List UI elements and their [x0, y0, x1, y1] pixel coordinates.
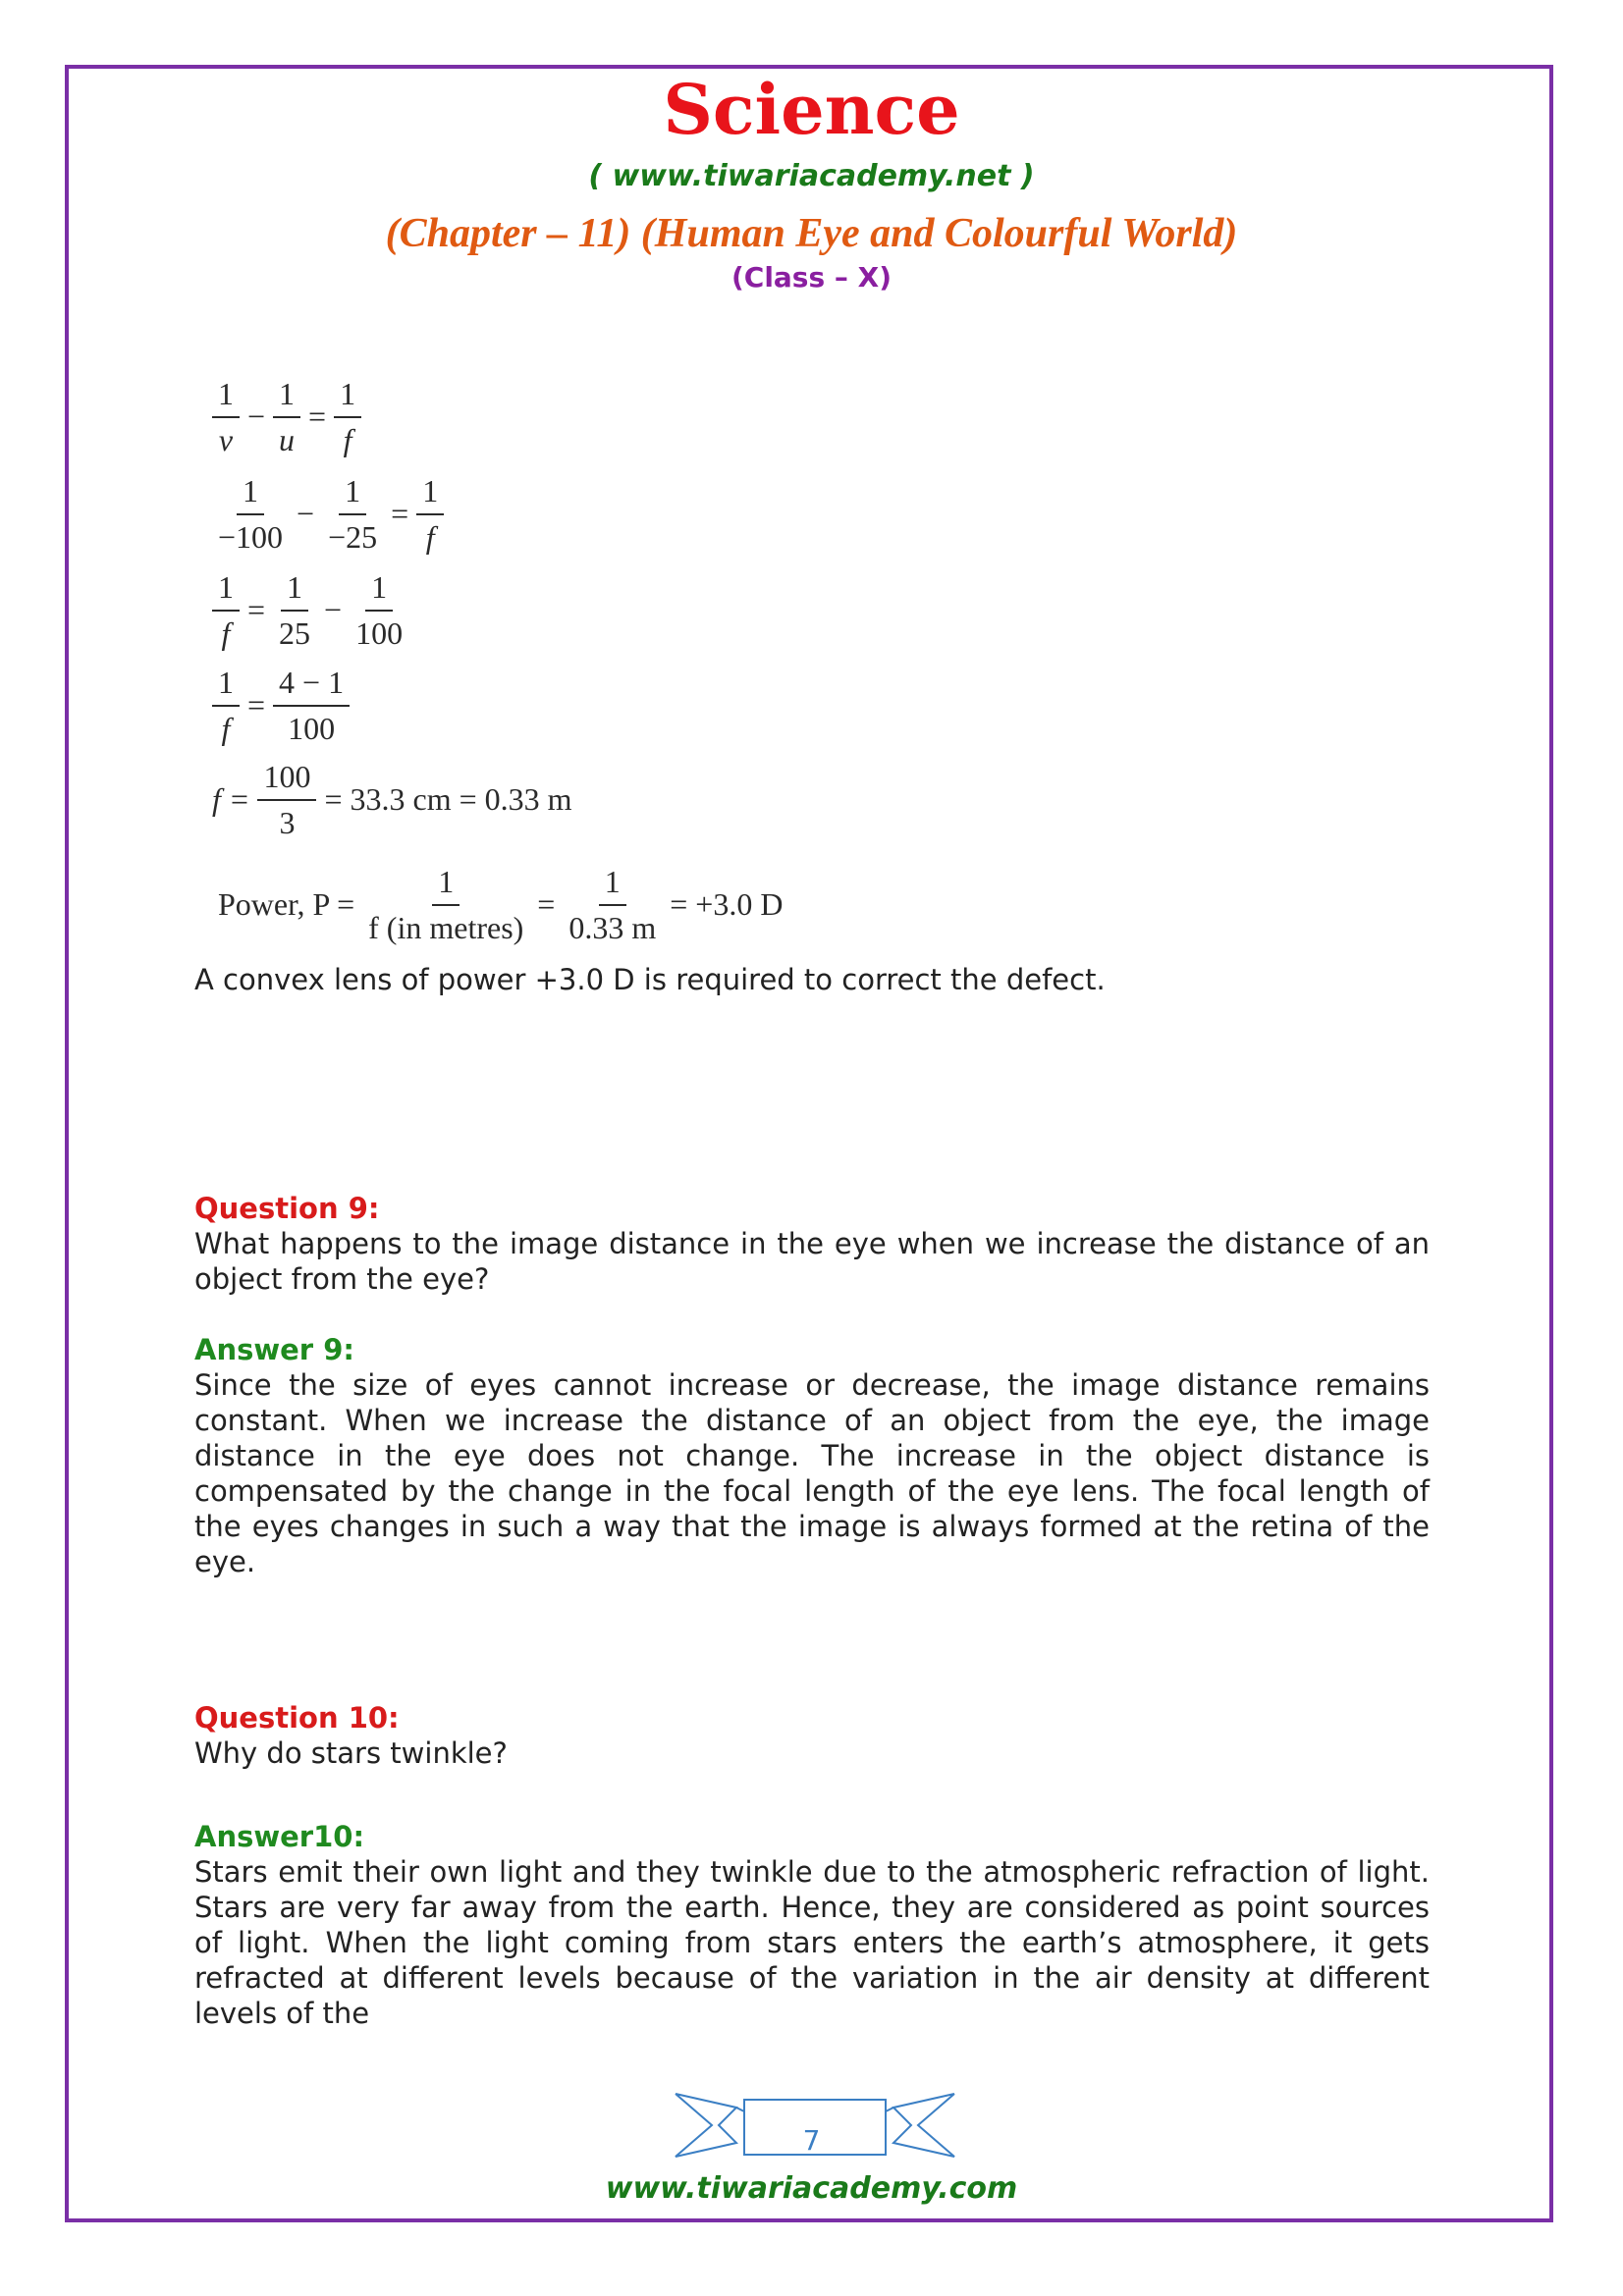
question-10-heading: Question 10:	[194, 1701, 400, 1735]
answer-9-heading: Answer 9:	[194, 1333, 354, 1366]
equation-line-5: f = $\frac{100}{3}$ = 33.3 cm = 0.33 m	[212, 759, 572, 840]
fraction: $\frac{100}{3}$	[257, 759, 316, 841]
equation-line-2: $\frac{1}{-100}$ − $\frac{1}{-25}$ = $\frac{1}{f}$	[208, 473, 448, 556]
answer-10-heading: Answer10:	[194, 1820, 365, 1853]
fraction: $\frac{1}{f}$	[416, 473, 444, 556]
header-website: ( www.tiwariacademy.net )	[588, 159, 1035, 193]
equation-line-4: $\frac{1}{f}$ = $\frac{4 - 1}{100}$	[208, 665, 353, 747]
question-9-heading: Question 9:	[194, 1192, 380, 1225]
question-9-text: What happens to the image distance in the eye when we increase the distance of an object from the eye?	[194, 1227, 1430, 1296]
fraction: $\frac{1}{\text{f (in metres)}}$	[368, 864, 524, 945]
fraction: $\frac{1}{25}$	[279, 569, 311, 651]
question-10-text: Why do stars twinkle?	[194, 1736, 508, 1770]
equation-line-3: $\frac{1}{f}$ = $\frac{1}{25}$ − $\frac{1}{100}$	[208, 569, 412, 652]
answer-10-text: Stars emit their own light and they twinkle due to the atmospheric refraction of light. Stars are very far away from the earth. Hence, they are considered as point sources of light. When the light coming from stars enters the earth’s atmosphere, it gets refracted at different levels because of the variation in the air density at different levels of the	[194, 1855, 1430, 2030]
footer-website: www.tiwariacademy.com	[605, 2171, 1018, 2206]
fraction: $\frac{1}{-25}$	[328, 473, 378, 555]
fraction: $\frac{1}{u}$	[273, 376, 300, 458]
page-title: Science	[663, 69, 960, 150]
fraction: $\frac{1}{f}$	[212, 569, 240, 652]
fraction: $\frac{1}{v}$	[212, 376, 240, 458]
answer-9-text: Since the size of eyes cannot increase or decrease, the image distance remains constant. When we increase the distance of an object from the eye, the image distance in the eye does not change. The increase in the object distance is compensated by the change in the focal length of the eye lens. The focal length of the eyes changes in such a way that the image is always formed at the retina of the eye.	[194, 1368, 1430, 1578]
chapter-heading: (Chapter – 11) (Human Eye and Colourful World)	[385, 211, 1238, 256]
fraction: $\frac{1}{100}$	[355, 569, 404, 651]
page-number: 7	[802, 2124, 821, 2157]
fraction: $\frac{4 - 1}{100}$	[273, 665, 350, 747]
equation-power: Power, P = $\frac{1}{\text{f (in metres)}}$ = $\frac{1}{0.33 m}$ = +3.0 D	[218, 864, 784, 945]
fraction: $\frac{1}{f}$	[334, 376, 361, 458]
fraction: $\frac{1}{f}$	[212, 665, 240, 747]
fraction: $\frac{1}{0.33 m}$	[568, 864, 657, 945]
fraction: $\frac{1}{-100}$	[218, 473, 284, 555]
class-label: (Class – X)	[730, 261, 893, 294]
conclusion-text: A convex lens of power +3.0 D is required to correct the defect.	[194, 963, 1106, 996]
equation-line-1: $\frac{1}{v}$ − $\frac{1}{u}$ = $\frac{1}{f}$	[208, 376, 365, 458]
